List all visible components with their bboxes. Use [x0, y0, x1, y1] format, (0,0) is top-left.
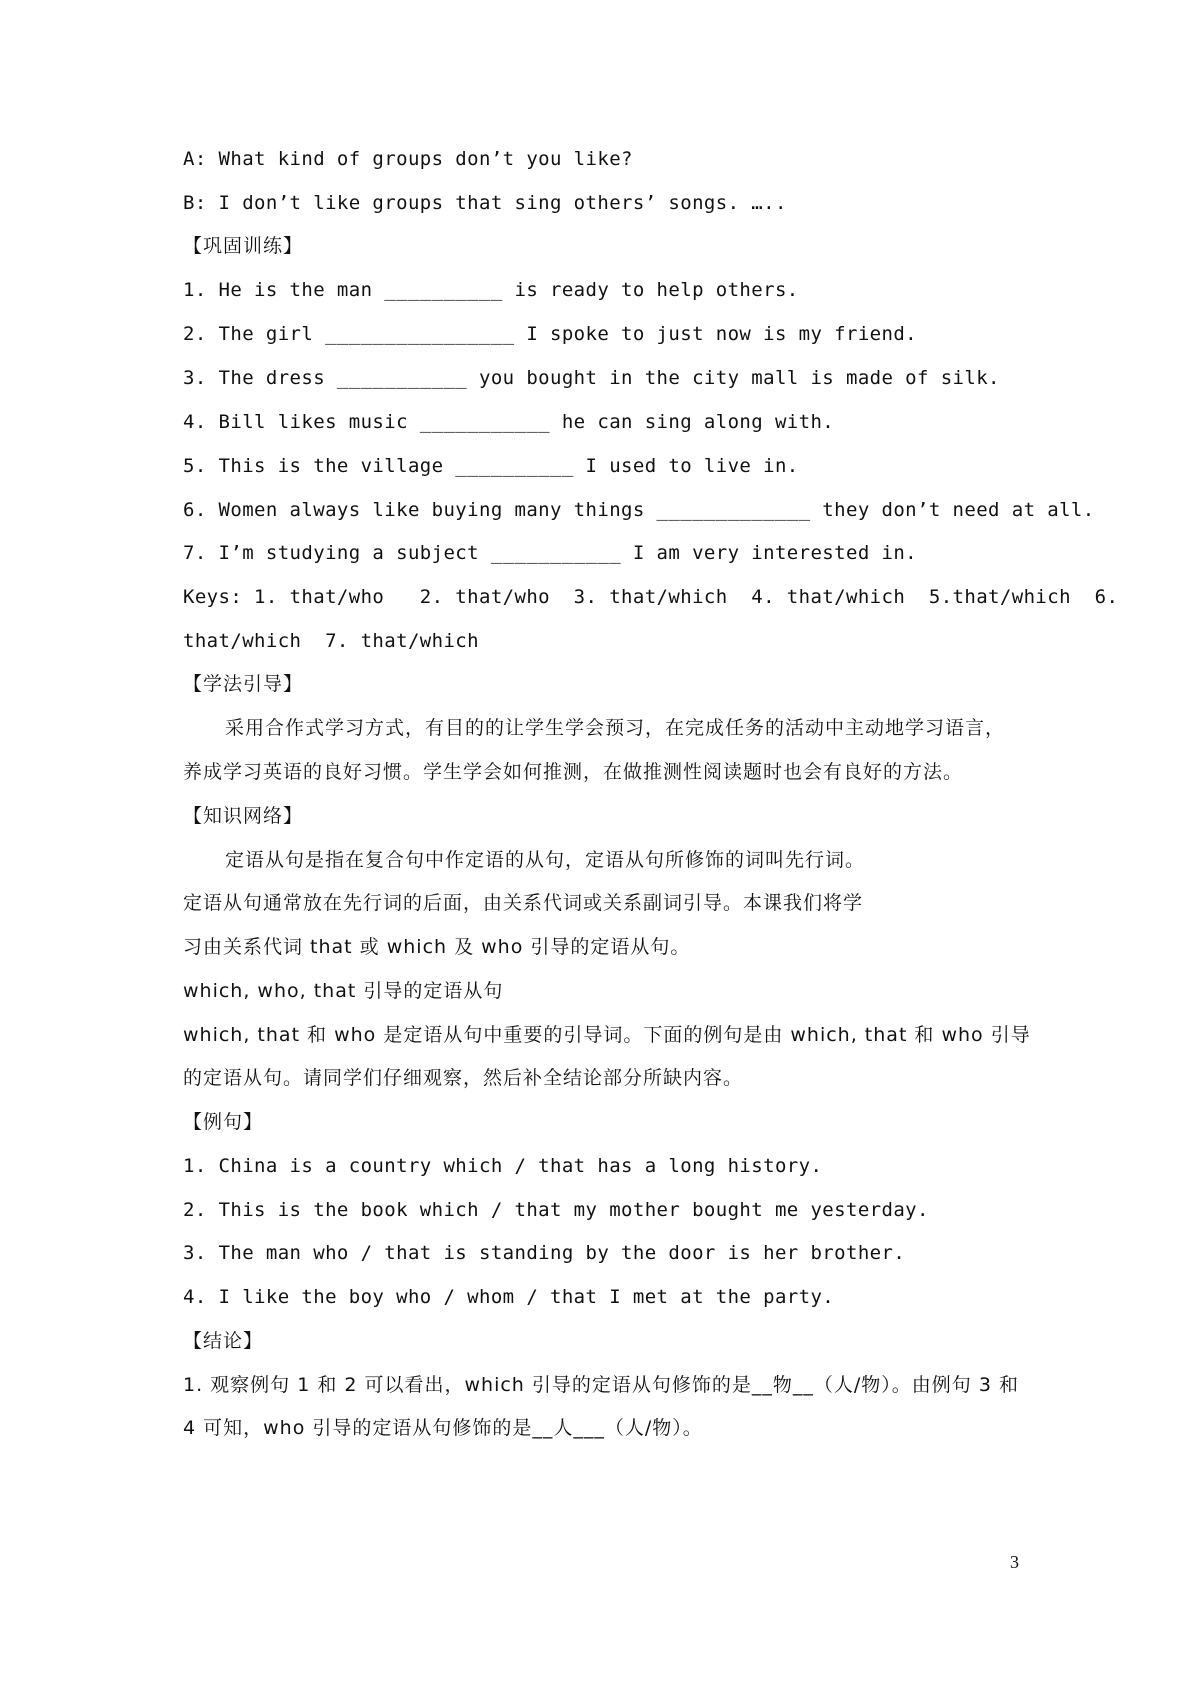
- section-heading-knowledge: 【知识网络】: [183, 805, 304, 827]
- method-paragraph-line-2: 养成学习英语的良好习惯。学生学会如何推测，在做推测性阅读题时也会有良好的方法。: [183, 761, 964, 783]
- exercise-item: 7. I’m studying a subject ___________ I am very interested in.: [183, 542, 918, 564]
- conclusion-line-1: 1. 观察例句 1 和 2 可以看出，which 引导的定语从句修饰的是__物__（人/物）。由例句 3 和: [183, 1374, 1019, 1396]
- exercise-item: 2. The girl ________________ I spoke to just now is my friend.: [183, 323, 918, 345]
- section-heading-method: 【学法引导】: [183, 673, 304, 695]
- knowledge-line-5: which, that 和 who 是定语从句中重要的引导词。下面的例句是由 which, that 和 who 引导: [183, 1024, 1031, 1046]
- exercise-item: 4. Bill likes music ___________ he can sing along with.: [183, 411, 835, 433]
- dialogue-line-b: B: I don’t like groups that sing others’ songs. …..: [183, 192, 787, 214]
- answer-keys-line-2: that/which 7. that/which: [183, 630, 479, 652]
- knowledge-line-3: 习由关系代词 that 或 which 及 who 引导的定语从句。: [183, 936, 691, 958]
- dialogue-line-a: A: What kind of groups don’t you like?: [183, 148, 633, 170]
- exercise-item: 5. This is the village __________ I used to live in.: [183, 455, 799, 477]
- exercise-item: 6. Women always like buying many things _____________ they don’t need at all.: [183, 499, 1095, 521]
- conclusion-line-2: 4 可知，who 引导的定语从句修饰的是__人___（人/物）。: [183, 1417, 703, 1439]
- page-number: 3: [1010, 1552, 1019, 1572]
- example-sentence: 2. This is the book which / that my mother bought me yesterday.: [183, 1199, 929, 1221]
- example-sentence: 3. The man who / that is standing by the door is her brother.: [183, 1242, 906, 1264]
- answer-keys-line-1: Keys: 1. that/who 2. that/who 3. that/which 4. that/which 5.that/which 6.: [183, 586, 1119, 608]
- section-heading-conclusion: 【结论】: [183, 1330, 264, 1352]
- example-sentence: 1. China is a country which / that has a long history.: [183, 1155, 823, 1177]
- knowledge-line-6: 的定语从句。请同学们仔细观察，然后补全结论部分所缺内容。: [183, 1067, 744, 1089]
- section-heading-examples: 【例句】: [183, 1111, 264, 1133]
- knowledge-line-2: 定语从句通常放在先行词的后面，由关系代词或关系副词引导。本课我们将学: [183, 892, 864, 914]
- exercise-item: 1. He is the man __________ is ready to help others.: [183, 279, 799, 301]
- knowledge-line-4: which, who, that 引导的定语从句: [183, 980, 504, 1002]
- method-paragraph-line-1: 采用合作式学习方式，有目的的让学生学会预习，在完成任务的活动中主动地学习语言，: [225, 717, 1006, 739]
- section-heading-consolidation: 【巩固训练】: [183, 235, 304, 257]
- knowledge-line-1: 定语从句是指在复合句中作定语的从句，定语从句所修饰的词叫先行词。: [225, 849, 866, 871]
- example-sentence: 4. I like the boy who / whom / that I met at the party.: [183, 1286, 835, 1308]
- exercise-item: 3. The dress ___________ you bought in the city mall is made of silk.: [183, 367, 1000, 389]
